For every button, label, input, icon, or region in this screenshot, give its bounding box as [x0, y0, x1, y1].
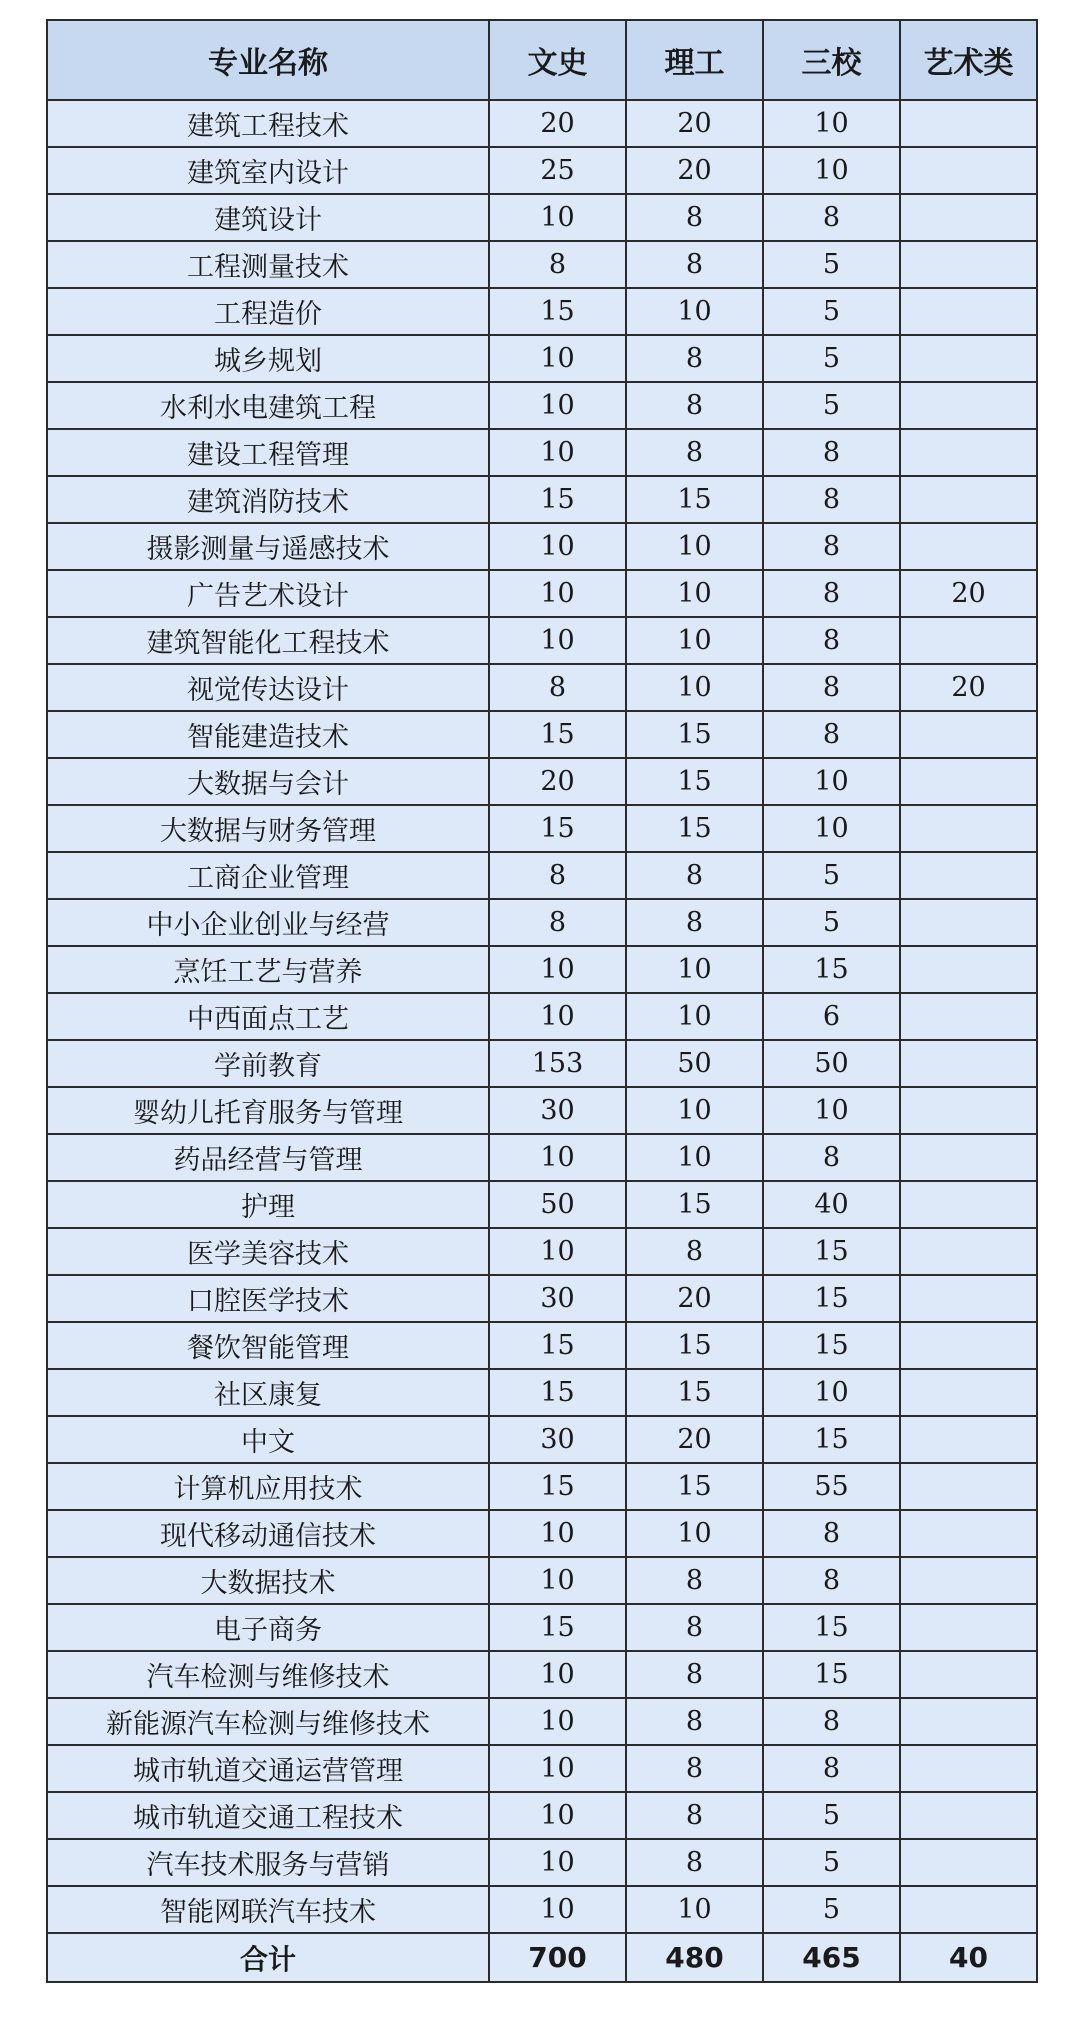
- major-name-cell: 大数据与会计: [47, 758, 489, 805]
- major-name-cell: 建设工程管理: [47, 429, 489, 476]
- science-cell: 8: [626, 382, 763, 429]
- science-cell: 15: [626, 805, 763, 852]
- liberal-arts-cell: 10: [489, 1651, 626, 1698]
- liberal-arts-cell: 10: [489, 1228, 626, 1275]
- sanxiao-cell: 10: [763, 147, 900, 194]
- table-row: [47, 1040, 1037, 1087]
- header-row: [47, 20, 1037, 100]
- major-name-cell: 智能网联汽车技术: [47, 1886, 489, 1933]
- arts-cell: [900, 100, 1037, 147]
- sanxiao-cell: 5: [763, 852, 900, 899]
- table-row: [47, 1510, 1037, 1557]
- liberal-arts-cell: 10: [489, 1134, 626, 1181]
- major-name-cell: 计算机应用技术: [47, 1463, 489, 1510]
- liberal-arts-cell: 10: [489, 1510, 626, 1557]
- table-row: [47, 1839, 1037, 1886]
- table-row: [47, 664, 1037, 711]
- liberal-arts-cell: 153: [489, 1040, 626, 1087]
- major-name-cell: 城市轨道交通运营管理: [47, 1745, 489, 1792]
- science-cell: 8: [626, 1698, 763, 1745]
- sanxiao-cell: 8: [763, 617, 900, 664]
- table-row: [47, 1604, 1037, 1651]
- sanxiao-cell: 8: [763, 1745, 900, 1792]
- table-row: [47, 147, 1037, 194]
- table-row: [47, 993, 1037, 1040]
- sanxiao-cell: 5: [763, 382, 900, 429]
- liberal-arts-cell: 10: [489, 523, 626, 570]
- arts-cell: [900, 476, 1037, 523]
- liberal-arts-cell: 10: [489, 1745, 626, 1792]
- sanxiao-cell: 8: [763, 476, 900, 523]
- arts-cell: [900, 1792, 1037, 1839]
- table-row: [47, 1651, 1037, 1698]
- arts-cell: [900, 1886, 1037, 1933]
- arts-cell: [900, 382, 1037, 429]
- header-arts: 艺术类: [900, 20, 1037, 100]
- major-name-cell: 中小企业创业与经营: [47, 899, 489, 946]
- major-name-cell: 建筑智能化工程技术: [47, 617, 489, 664]
- sanxiao-cell: 5: [763, 1886, 900, 1933]
- liberal-arts-cell: 30: [489, 1416, 626, 1463]
- major-name-cell: 口腔医学技术: [47, 1275, 489, 1322]
- sanxiao-cell: 5: [763, 1792, 900, 1839]
- major-name-cell: 医学美容技术: [47, 1228, 489, 1275]
- sanxiao-cell: 10: [763, 100, 900, 147]
- arts-cell: [900, 1228, 1037, 1275]
- major-name-cell: 新能源汽车检测与维修技术: [47, 1698, 489, 1745]
- table-row: [47, 805, 1037, 852]
- arts-cell: [900, 523, 1037, 570]
- science-cell: 20: [626, 1416, 763, 1463]
- major-name-cell: 中文: [47, 1416, 489, 1463]
- major-name-cell: 电子商务: [47, 1604, 489, 1651]
- arts-cell: [900, 147, 1037, 194]
- arts-cell: [900, 852, 1037, 899]
- table-row: [47, 711, 1037, 758]
- liberal-arts-cell: 10: [489, 194, 626, 241]
- table-row: [47, 1181, 1037, 1228]
- major-name-cell: 建筑消防技术: [47, 476, 489, 523]
- sanxiao-cell: 5: [763, 335, 900, 382]
- major-name-cell: 城乡规划: [47, 335, 489, 382]
- liberal-arts-cell: 10: [489, 617, 626, 664]
- science-cell: 10: [626, 523, 763, 570]
- liberal-arts-cell: 15: [489, 1463, 626, 1510]
- major-name-cell: 汽车检测与维修技术: [47, 1651, 489, 1698]
- liberal-arts-cell: 30: [489, 1087, 626, 1134]
- sanxiao-cell: 5: [763, 288, 900, 335]
- table-row: [47, 100, 1037, 147]
- sanxiao-cell: 5: [763, 899, 900, 946]
- sanxiao-cell: 50: [763, 1040, 900, 1087]
- science-cell: 20: [626, 147, 763, 194]
- liberal-arts-cell: 20: [489, 758, 626, 805]
- table-row: [47, 570, 1037, 617]
- arts-cell: 20: [900, 664, 1037, 711]
- liberal-arts-cell: 8: [489, 852, 626, 899]
- table-row: [47, 335, 1037, 382]
- sanxiao-cell: 8: [763, 1698, 900, 1745]
- sanxiao-cell: 8: [763, 711, 900, 758]
- liberal-arts-cell: 10: [489, 946, 626, 993]
- table-row: [47, 617, 1037, 664]
- arts-cell: [900, 711, 1037, 758]
- science-cell: 10: [626, 1886, 763, 1933]
- science-cell: 8: [626, 241, 763, 288]
- arts-cell: [900, 1604, 1037, 1651]
- total-arts: 40: [900, 1933, 1037, 1982]
- table-row: [47, 523, 1037, 570]
- sanxiao-cell: 40: [763, 1181, 900, 1228]
- science-cell: 8: [626, 1604, 763, 1651]
- total-row: [47, 1933, 1037, 1982]
- liberal-arts-cell: 15: [489, 711, 626, 758]
- science-cell: 20: [626, 1275, 763, 1322]
- sanxiao-cell: 15: [763, 946, 900, 993]
- sanxiao-cell: 5: [763, 241, 900, 288]
- major-name-cell: 广告艺术设计: [47, 570, 489, 617]
- science-cell: 15: [626, 476, 763, 523]
- major-name-cell: 餐饮智能管理: [47, 1322, 489, 1369]
- science-cell: 15: [626, 758, 763, 805]
- table-row: [47, 1134, 1037, 1181]
- science-cell: 50: [626, 1040, 763, 1087]
- table-row: [47, 1369, 1037, 1416]
- major-name-cell: 建筑设计: [47, 194, 489, 241]
- major-name-cell: 汽车技术服务与营销: [47, 1839, 489, 1886]
- arts-cell: [900, 429, 1037, 476]
- science-cell: 10: [626, 617, 763, 664]
- liberal-arts-cell: 10: [489, 1886, 626, 1933]
- liberal-arts-cell: 10: [489, 1698, 626, 1745]
- major-name-cell: 建筑工程技术: [47, 100, 489, 147]
- total-label: 合计: [47, 1933, 489, 1982]
- sanxiao-cell: 15: [763, 1322, 900, 1369]
- major-name-cell: 社区康复: [47, 1369, 489, 1416]
- science-cell: 8: [626, 429, 763, 476]
- liberal-arts-cell: 10: [489, 429, 626, 476]
- arts-cell: [900, 1181, 1037, 1228]
- science-cell: 8: [626, 899, 763, 946]
- sanxiao-cell: 10: [763, 1087, 900, 1134]
- liberal-arts-cell: 10: [489, 993, 626, 1040]
- sanxiao-cell: 8: [763, 1510, 900, 1557]
- total-sanxiao: 465: [763, 1933, 900, 1982]
- arts-cell: [900, 1087, 1037, 1134]
- major-name-cell: 水利水电建筑工程: [47, 382, 489, 429]
- science-cell: 8: [626, 1839, 763, 1886]
- table-row: [47, 194, 1037, 241]
- table-row: [47, 946, 1037, 993]
- header-science: 理工: [626, 20, 763, 100]
- table-row: [47, 1275, 1037, 1322]
- science-cell: 10: [626, 1134, 763, 1181]
- liberal-arts-cell: 10: [489, 1839, 626, 1886]
- table-row: [47, 1886, 1037, 1933]
- sanxiao-cell: 15: [763, 1651, 900, 1698]
- science-cell: 10: [626, 946, 763, 993]
- table-row: [47, 476, 1037, 523]
- arts-cell: [900, 194, 1037, 241]
- arts-cell: [900, 1745, 1037, 1792]
- sanxiao-cell: 15: [763, 1416, 900, 1463]
- sanxiao-cell: 15: [763, 1604, 900, 1651]
- major-name-cell: 婴幼儿托育服务与管理: [47, 1087, 489, 1134]
- major-name-cell: 中西面点工艺: [47, 993, 489, 1040]
- major-name-cell: 摄影测量与遥感技术: [47, 523, 489, 570]
- arts-cell: [900, 946, 1037, 993]
- science-cell: 15: [626, 1322, 763, 1369]
- major-name-cell: 工程测量技术: [47, 241, 489, 288]
- arts-cell: [900, 1557, 1037, 1604]
- liberal-arts-cell: 10: [489, 335, 626, 382]
- science-cell: 15: [626, 1463, 763, 1510]
- science-cell: 15: [626, 711, 763, 758]
- arts-cell: [900, 1839, 1037, 1886]
- arts-cell: [900, 993, 1037, 1040]
- table-row: [47, 1557, 1037, 1604]
- sanxiao-cell: 15: [763, 1228, 900, 1275]
- major-name-cell: 城市轨道交通工程技术: [47, 1792, 489, 1839]
- liberal-arts-cell: 10: [489, 382, 626, 429]
- header-sanxiao: 三校: [763, 20, 900, 100]
- science-cell: 10: [626, 1087, 763, 1134]
- liberal-arts-cell: 10: [489, 1792, 626, 1839]
- sanxiao-cell: 8: [763, 194, 900, 241]
- arts-cell: [900, 1134, 1037, 1181]
- liberal-arts-cell: 15: [489, 1604, 626, 1651]
- major-name-cell: 工程造价: [47, 288, 489, 335]
- science-cell: 8: [626, 1557, 763, 1604]
- science-cell: 15: [626, 1181, 763, 1228]
- table-row: [47, 1698, 1037, 1745]
- science-cell: 8: [626, 1792, 763, 1839]
- science-cell: 8: [626, 1651, 763, 1698]
- liberal-arts-cell: 20: [489, 100, 626, 147]
- major-name-cell: 大数据与财务管理: [47, 805, 489, 852]
- arts-cell: [900, 1275, 1037, 1322]
- sanxiao-cell: 10: [763, 1369, 900, 1416]
- table-row: [47, 429, 1037, 476]
- liberal-arts-cell: 10: [489, 1557, 626, 1604]
- science-cell: 8: [626, 194, 763, 241]
- science-cell: 10: [626, 664, 763, 711]
- liberal-arts-cell: 15: [489, 1369, 626, 1416]
- arts-cell: [900, 1651, 1037, 1698]
- arts-cell: [900, 1322, 1037, 1369]
- table-row: [47, 758, 1037, 805]
- header-major-name: 专业名称: [47, 20, 489, 100]
- sanxiao-cell: 10: [763, 805, 900, 852]
- table-row: [47, 1228, 1037, 1275]
- sanxiao-cell: 10: [763, 758, 900, 805]
- sanxiao-cell: 15: [763, 1275, 900, 1322]
- table-row: [47, 288, 1037, 335]
- science-cell: 8: [626, 1228, 763, 1275]
- liberal-arts-cell: 15: [489, 1322, 626, 1369]
- major-name-cell: 智能建造技术: [47, 711, 489, 758]
- sanxiao-cell: 8: [763, 664, 900, 711]
- major-name-cell: 视觉传达设计: [47, 664, 489, 711]
- sanxiao-cell: 55: [763, 1463, 900, 1510]
- liberal-arts-cell: 50: [489, 1181, 626, 1228]
- table-row: [47, 852, 1037, 899]
- table-row: [47, 241, 1037, 288]
- table-row: [47, 1463, 1037, 1510]
- arts-cell: [900, 1369, 1037, 1416]
- science-cell: 8: [626, 1745, 763, 1792]
- arts-cell: 20: [900, 570, 1037, 617]
- total-science: 480: [626, 1933, 763, 1982]
- arts-cell: [900, 241, 1037, 288]
- table-row: [47, 899, 1037, 946]
- liberal-arts-cell: 8: [489, 241, 626, 288]
- major-name-cell: 学前教育: [47, 1040, 489, 1087]
- table-row: [47, 1087, 1037, 1134]
- liberal-arts-cell: 8: [489, 899, 626, 946]
- sanxiao-cell: 8: [763, 523, 900, 570]
- major-name-cell: 烹饪工艺与营养: [47, 946, 489, 993]
- arts-cell: [900, 1416, 1037, 1463]
- science-cell: 8: [626, 852, 763, 899]
- sanxiao-cell: 8: [763, 1134, 900, 1181]
- table-body: [47, 100, 1037, 1933]
- science-cell: 15: [626, 1369, 763, 1416]
- science-cell: 10: [626, 1510, 763, 1557]
- sanxiao-cell: 8: [763, 570, 900, 617]
- enrollment-table: [46, 19, 1038, 1983]
- liberal-arts-cell: 15: [489, 476, 626, 523]
- arts-cell: [900, 1510, 1037, 1557]
- liberal-arts-cell: 25: [489, 147, 626, 194]
- arts-cell: [900, 1698, 1037, 1745]
- liberal-arts-cell: 30: [489, 1275, 626, 1322]
- table-row: [47, 382, 1037, 429]
- header-liberal-arts: 文史: [489, 20, 626, 100]
- arts-cell: [900, 758, 1037, 805]
- arts-cell: [900, 335, 1037, 382]
- major-name-cell: 现代移动通信技术: [47, 1510, 489, 1557]
- sanxiao-cell: 8: [763, 1557, 900, 1604]
- major-name-cell: 护理: [47, 1181, 489, 1228]
- arts-cell: [900, 288, 1037, 335]
- liberal-arts-cell: 10: [489, 570, 626, 617]
- science-cell: 10: [626, 993, 763, 1040]
- science-cell: 10: [626, 570, 763, 617]
- major-name-cell: 工商企业管理: [47, 852, 489, 899]
- table-row: [47, 1745, 1037, 1792]
- liberal-arts-cell: 8: [489, 664, 626, 711]
- science-cell: 20: [626, 100, 763, 147]
- arts-cell: [900, 617, 1037, 664]
- arts-cell: [900, 1040, 1037, 1087]
- table-row: [47, 1416, 1037, 1463]
- science-cell: 10: [626, 288, 763, 335]
- sanxiao-cell: 6: [763, 993, 900, 1040]
- table-row: [47, 1792, 1037, 1839]
- sanxiao-cell: 5: [763, 1839, 900, 1886]
- arts-cell: [900, 1463, 1037, 1510]
- major-name-cell: 大数据技术: [47, 1557, 489, 1604]
- liberal-arts-cell: 15: [489, 288, 626, 335]
- total-liberal-arts: 700: [489, 1933, 626, 1982]
- sanxiao-cell: 8: [763, 429, 900, 476]
- table-row: [47, 1322, 1037, 1369]
- major-name-cell: 建筑室内设计: [47, 147, 489, 194]
- arts-cell: [900, 899, 1037, 946]
- science-cell: 8: [626, 335, 763, 382]
- liberal-arts-cell: 15: [489, 805, 626, 852]
- major-name-cell: 药品经营与管理: [47, 1134, 489, 1181]
- arts-cell: [900, 805, 1037, 852]
